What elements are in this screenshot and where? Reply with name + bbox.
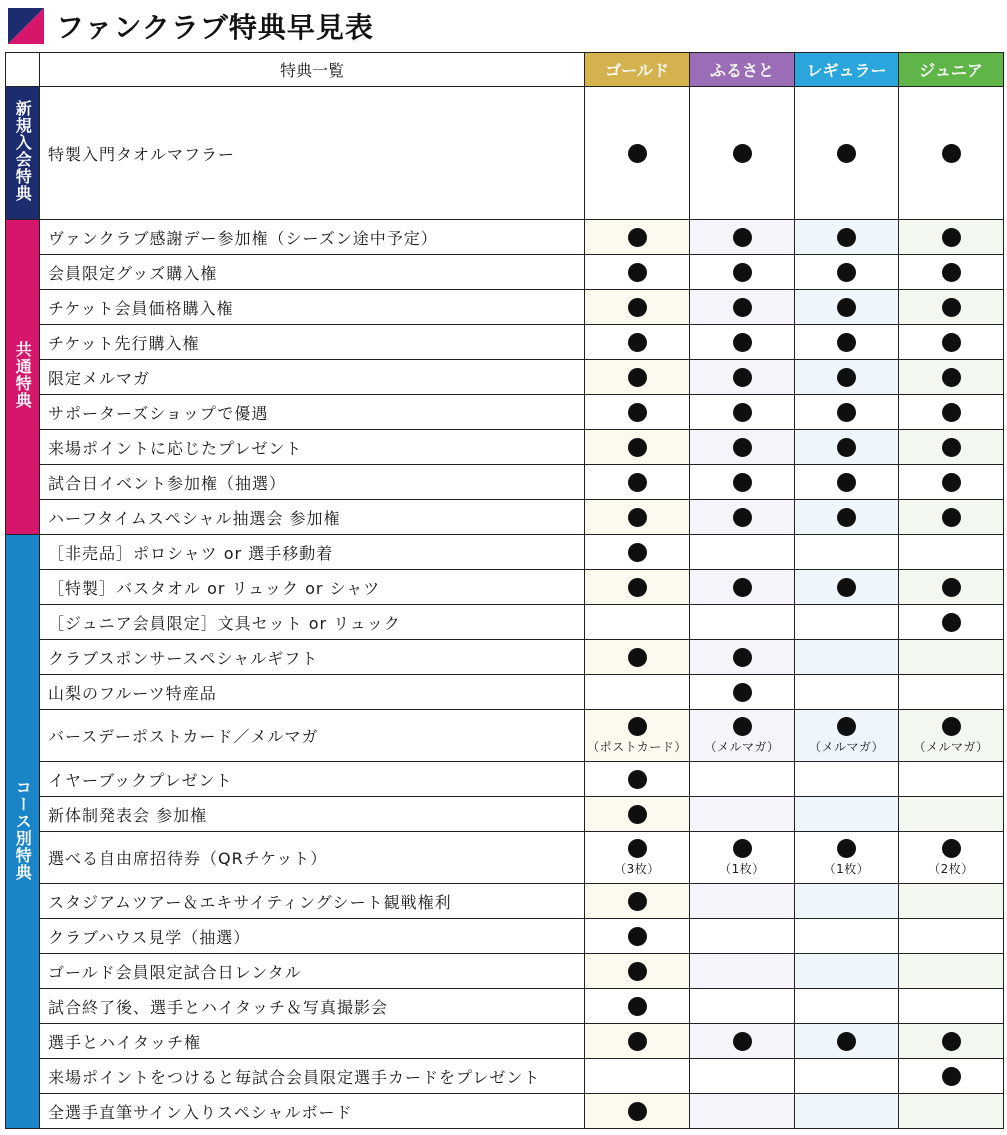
cell-regular: [795, 797, 899, 832]
filled-circle-icon: [628, 770, 647, 789]
group-label-text: 共通特典: [13, 341, 33, 409]
filled-circle-icon: [628, 333, 647, 352]
filled-circle-icon: [837, 1032, 856, 1051]
cell-junior: [899, 1024, 1004, 1059]
benefit-label: 全選手直筆サイン入りスペシャルボード: [40, 1094, 585, 1129]
cell-junior: [899, 832, 1004, 884]
benefit-label: 来場ポイントに応じたプレゼント: [40, 430, 585, 465]
cell-regular: [795, 1094, 899, 1129]
cell-furusato: [690, 884, 795, 919]
cell-junior: [899, 954, 1004, 989]
cell-gold: [585, 325, 690, 360]
filled-circle-icon: [628, 403, 647, 422]
cell-gold: [585, 87, 690, 220]
filled-circle-icon: [942, 438, 961, 457]
table-row: [6, 884, 1004, 919]
cell-gold: [585, 675, 690, 710]
cell-furusato: [690, 605, 795, 640]
cell-furusato: [690, 535, 795, 570]
cell-junior: [899, 535, 1004, 570]
cell-gold: [585, 1094, 690, 1129]
benefit-label: 会員限定グッズ購入権: [40, 255, 585, 290]
cell-furusato: [690, 989, 795, 1024]
cell-gold: [585, 430, 690, 465]
filled-circle-icon: [942, 1067, 961, 1086]
cell-furusato: [690, 500, 795, 535]
cell-regular: [795, 710, 899, 762]
benefits-table: [5, 52, 1004, 1129]
benefit-label: チケット会員価格購入権: [40, 290, 585, 325]
cell-regular: [795, 1024, 899, 1059]
table-row: [6, 465, 1004, 500]
cell-junior: [899, 570, 1004, 605]
benefit-label: 来場ポイントをつけると毎試合会員限定選手カードをプレゼント: [40, 1059, 585, 1094]
cell-junior: [899, 325, 1004, 360]
filled-circle-icon: [628, 805, 647, 824]
cell-furusato: [690, 570, 795, 605]
benefit-label: ［特製］バスタオル or リュック or シャツ: [40, 570, 585, 605]
filled-circle-icon: [837, 839, 856, 858]
filled-circle-icon: [837, 717, 856, 736]
cell-junior: [899, 1094, 1004, 1129]
table-body: [6, 87, 1004, 1129]
group-label-course: [6, 535, 40, 1129]
filled-circle-icon: [942, 333, 961, 352]
cell-furusato: [690, 220, 795, 255]
filled-circle-icon: [733, 228, 752, 247]
cell-gold: [585, 535, 690, 570]
filled-circle-icon: [837, 263, 856, 282]
benefit-label: クラブハウス見学（抽選）: [40, 919, 585, 954]
cell-furusato: [690, 255, 795, 290]
cell-gold: [585, 989, 690, 1024]
filled-circle-icon: [733, 648, 752, 667]
cell-furusato: [690, 360, 795, 395]
cell-gold: [585, 832, 690, 884]
table-row: [6, 395, 1004, 430]
filled-circle-icon: [733, 263, 752, 282]
group-label-new: [6, 87, 40, 220]
benefit-label: サポーターズショップで優遇: [40, 395, 585, 430]
cell-regular: [795, 87, 899, 220]
filled-circle-icon: [733, 683, 752, 702]
benefit-label: ハーフタイムスペシャル抽選会 参加権: [40, 500, 585, 535]
cell-junior: [899, 395, 1004, 430]
benefit-label: ［ジュニア会員限定］文具セット or リュック: [40, 605, 585, 640]
filled-circle-icon: [733, 508, 752, 527]
header-benefit-list: 特典一覧: [40, 53, 585, 87]
cell-gold: [585, 919, 690, 954]
filled-circle-icon: [837, 403, 856, 422]
table-row: [6, 762, 1004, 797]
cell-furusato: [690, 832, 795, 884]
header-junior: ジュニア: [899, 53, 1004, 87]
header-row: [6, 53, 1004, 87]
benefit-note: （3枚）: [614, 862, 660, 876]
cell-furusato: [690, 1024, 795, 1059]
filled-circle-icon: [733, 438, 752, 457]
filled-circle-icon: [628, 648, 647, 667]
filled-circle-icon: [837, 368, 856, 387]
table-row: [6, 500, 1004, 535]
filled-circle-icon: [942, 1032, 961, 1051]
cell-furusato: [690, 395, 795, 430]
filled-circle-icon: [942, 578, 961, 597]
cell-junior: [899, 797, 1004, 832]
cell-regular: [795, 325, 899, 360]
group-label-common: [6, 220, 40, 535]
filled-circle-icon: [837, 333, 856, 352]
filled-circle-icon: [837, 578, 856, 597]
filled-circle-icon: [837, 438, 856, 457]
benefit-note: （メルマガ）: [704, 740, 780, 754]
header-corner: [6, 53, 40, 87]
cell-furusato: [690, 675, 795, 710]
filled-circle-icon: [837, 473, 856, 492]
table-row: [6, 570, 1004, 605]
cell-junior: [899, 605, 1004, 640]
filled-circle-icon: [628, 927, 647, 946]
filled-circle-icon: [628, 839, 647, 858]
cell-regular: [795, 1059, 899, 1094]
cell-gold: [585, 640, 690, 675]
filled-circle-icon: [733, 473, 752, 492]
benefit-label: 山梨のフルーツ特産品: [40, 675, 585, 710]
cell-regular: [795, 884, 899, 919]
benefit-label: 特製入門タオルマフラー: [40, 87, 585, 220]
header-gold: ゴールド: [585, 53, 690, 87]
cell-gold: [585, 1059, 690, 1094]
filled-circle-icon: [628, 298, 647, 317]
benefit-label: 新体制発表会 参加権: [40, 797, 585, 832]
page-header: [8, 6, 374, 46]
benefit-label: 選手とハイタッチ権: [40, 1024, 585, 1059]
cell-junior: [899, 919, 1004, 954]
filled-circle-icon: [733, 839, 752, 858]
filled-circle-icon: [628, 1102, 647, 1121]
table-row: [6, 535, 1004, 570]
filled-circle-icon: [837, 144, 856, 163]
filled-circle-icon: [733, 368, 752, 387]
cell-regular: [795, 465, 899, 500]
table-row: [6, 919, 1004, 954]
benefit-note: （メルマガ）: [913, 740, 989, 754]
filled-circle-icon: [942, 368, 961, 387]
cell-furusato: [690, 710, 795, 762]
cell-furusato: [690, 954, 795, 989]
table-row: [6, 220, 1004, 255]
cell-furusato: [690, 465, 795, 500]
cell-gold: [585, 290, 690, 325]
benefit-label: ［非売品］ポロシャツ or 選手移動着: [40, 535, 585, 570]
cell-regular: [795, 570, 899, 605]
table-row: [6, 255, 1004, 290]
cell-gold: [585, 570, 690, 605]
filled-circle-icon: [628, 263, 647, 282]
cell-junior: [899, 989, 1004, 1024]
filled-circle-icon: [628, 892, 647, 911]
filled-circle-icon: [733, 333, 752, 352]
cell-junior: [899, 640, 1004, 675]
table-row: [6, 832, 1004, 884]
benefit-note: （1枚）: [719, 862, 765, 876]
benefit-label: 選べる自由席招待券（QRチケット）: [40, 832, 585, 884]
filled-circle-icon: [628, 144, 647, 163]
cell-regular: [795, 989, 899, 1024]
benefit-label: バースデーポストカード／メルマガ: [40, 710, 585, 762]
benefit-note: （2枚）: [928, 862, 974, 876]
cell-junior: [899, 430, 1004, 465]
filled-circle-icon: [733, 1032, 752, 1051]
filled-circle-icon: [837, 508, 856, 527]
cell-regular: [795, 220, 899, 255]
cell-junior: [899, 360, 1004, 395]
benefit-label: チケット先行購入権: [40, 325, 585, 360]
cell-gold: [585, 395, 690, 430]
cell-junior: [899, 675, 1004, 710]
cell-gold: [585, 465, 690, 500]
cell-gold: [585, 954, 690, 989]
benefit-label: スタジアムツアー＆エキサイティングシート観戦権利: [40, 884, 585, 919]
cell-furusato: [690, 919, 795, 954]
logo-icon: [8, 8, 44, 44]
table-row: [6, 605, 1004, 640]
table-row: [6, 675, 1004, 710]
cell-junior: [899, 500, 1004, 535]
cell-gold: [585, 605, 690, 640]
cell-furusato: [690, 290, 795, 325]
cell-regular: [795, 255, 899, 290]
filled-circle-icon: [628, 578, 647, 597]
header-furusato: ふるさと: [690, 53, 795, 87]
cell-gold: [585, 220, 690, 255]
benefit-note: （1枚）: [823, 862, 870, 876]
cell-furusato: [690, 325, 795, 360]
benefit-label: 試合終了後、選手とハイタッチ＆写真撮影会: [40, 989, 585, 1024]
cell-gold: [585, 500, 690, 535]
filled-circle-icon: [628, 368, 647, 387]
filled-circle-icon: [837, 298, 856, 317]
cell-regular: [795, 395, 899, 430]
cell-regular: [795, 640, 899, 675]
filled-circle-icon: [733, 144, 752, 163]
filled-circle-icon: [733, 578, 752, 597]
cell-regular: [795, 290, 899, 325]
cell-junior: [899, 762, 1004, 797]
cell-regular: [795, 535, 899, 570]
table-row: [6, 640, 1004, 675]
cell-regular: [795, 954, 899, 989]
filled-circle-icon: [942, 298, 961, 317]
table-row: [6, 1024, 1004, 1059]
filled-circle-icon: [628, 997, 647, 1016]
filled-circle-icon: [628, 508, 647, 527]
cell-junior: [899, 465, 1004, 500]
cell-regular: [795, 762, 899, 797]
cell-gold: [585, 1024, 690, 1059]
cell-junior: [899, 710, 1004, 762]
filled-circle-icon: [942, 403, 961, 422]
cell-furusato: [690, 1059, 795, 1094]
header-regular: レギュラー: [795, 53, 899, 87]
cell-junior: [899, 290, 1004, 325]
cell-gold: [585, 884, 690, 919]
cell-furusato: [690, 797, 795, 832]
benefit-note: （メルマガ）: [808, 740, 885, 754]
cell-regular: [795, 919, 899, 954]
filled-circle-icon: [628, 543, 647, 562]
benefit-label: ヴァンクラブ感謝デー参加権（シーズン途中予定）: [40, 220, 585, 255]
cell-regular: [795, 360, 899, 395]
benefit-label: イヤーブックプレゼント: [40, 762, 585, 797]
group-label-text: 新規入会特典: [13, 100, 33, 202]
filled-circle-icon: [628, 962, 647, 981]
table-row: [6, 989, 1004, 1024]
filled-circle-icon: [628, 438, 647, 457]
filled-circle-icon: [733, 403, 752, 422]
table-row: [6, 87, 1004, 220]
filled-circle-icon: [942, 228, 961, 247]
table-row: [6, 360, 1004, 395]
filled-circle-icon: [942, 613, 961, 632]
cell-junior: [899, 87, 1004, 220]
cell-regular: [795, 605, 899, 640]
filled-circle-icon: [628, 228, 647, 247]
filled-circle-icon: [733, 717, 752, 736]
filled-circle-icon: [628, 473, 647, 492]
cell-regular: [795, 430, 899, 465]
cell-gold: [585, 255, 690, 290]
table-row: [6, 954, 1004, 989]
filled-circle-icon: [942, 473, 961, 492]
table-row: [6, 430, 1004, 465]
cell-regular: [795, 500, 899, 535]
cell-gold: [585, 762, 690, 797]
filled-circle-icon: [628, 1032, 647, 1051]
filled-circle-icon: [628, 717, 647, 736]
filled-circle-icon: [942, 717, 961, 736]
benefit-label: 限定メルマガ: [40, 360, 585, 395]
table-row: [6, 290, 1004, 325]
group-label-text: コース別特典: [13, 778, 33, 881]
benefit-label: 試合日イベント参加権（抽選）: [40, 465, 585, 500]
cell-junior: [899, 220, 1004, 255]
cell-junior: [899, 884, 1004, 919]
table-row: [6, 797, 1004, 832]
table-row: [6, 325, 1004, 360]
cell-furusato: [690, 87, 795, 220]
cell-gold: [585, 797, 690, 832]
cell-furusato: [690, 1094, 795, 1129]
cell-regular: [795, 675, 899, 710]
cell-gold: [585, 710, 690, 762]
filled-circle-icon: [733, 298, 752, 317]
cell-furusato: [690, 640, 795, 675]
filled-circle-icon: [837, 228, 856, 247]
cell-regular: [795, 832, 899, 884]
cell-junior: [899, 1059, 1004, 1094]
cell-junior: [899, 255, 1004, 290]
benefit-note: （ポストカード）: [587, 740, 687, 754]
page-title: ファンクラブ特典早見表: [56, 11, 374, 44]
filled-circle-icon: [942, 839, 961, 858]
cell-furusato: [690, 430, 795, 465]
cell-gold: [585, 360, 690, 395]
table-row: [6, 1059, 1004, 1094]
filled-circle-icon: [942, 508, 961, 527]
filled-circle-icon: [942, 144, 961, 163]
table-row: [6, 710, 1004, 762]
cell-furusato: [690, 762, 795, 797]
benefit-label: ゴールド会員限定試合日レンタル: [40, 954, 585, 989]
filled-circle-icon: [942, 263, 961, 282]
table-row: [6, 1094, 1004, 1129]
benefit-label: クラブスポンサースペシャルギフト: [40, 640, 585, 675]
